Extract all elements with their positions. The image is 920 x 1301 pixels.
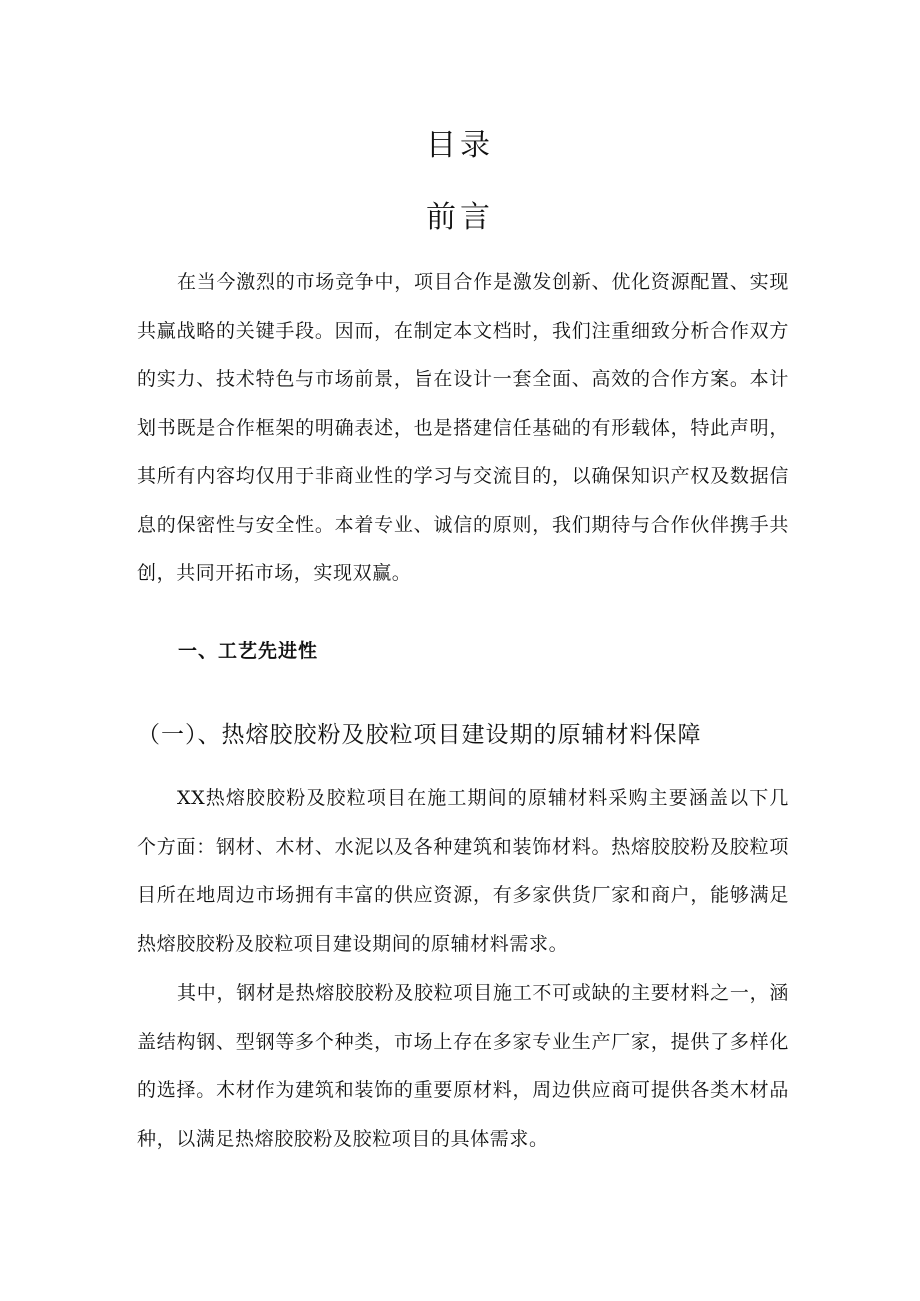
preface-title: 前言 [426, 200, 494, 235]
section-heading-process-advancement: 一、工艺先进性 [178, 640, 319, 662]
body-paragraph-materials-overview: XX热熔胶胶粉及胶粒项目在施工期间的原辅材料采购主要涵盖以下几个方面：钢材、木材、水泥以及各种建筑和装饰材料。热熔胶胶粉及胶粒项目所在地周边市场拥有丰富的供应资源，有多家供货厂家和商户，能够满足热熔胶胶粉及胶粒项目建设期间的原辅材料需求。 [137, 787, 789, 955]
body-paragraph-steel-and-wood: 其中，钢材是热熔胶胶粉及胶粒项目施工不可或缺的主要材料之一，涵盖结构钢、型钢等多个种类，市场上存在多家专业生产厂家，提供了多样化的选择。木材作为建筑和装饰的重要原材料，周边供应商可提供各类木材品种，以满足热熔胶胶粉及胶粒项目的具体需求。 [137, 982, 789, 1150]
preface-paragraph: 在当今激烈的市场竞争中，项目合作是激发创新、优化资源配置、实现共赢战略的关键手段。因而，在制定本文档时，我们注重细致分析合作双方的实力、技术特色与市场前景，旨在设计一套全面、高效的合作方案。本计划书既是合作框架的明确表述，也是搭建信任基础的有形载体，特此声明，其所有内容均仅用于非商业性的学习与交流目的，以确保知识产权及数据信息的保密性与安全性。本着专业、诚信的原则，我们期待与合作伙伴携手共创，共同开拓市场，实现双赢。 [137, 271, 789, 584]
subsection-heading-raw-materials: （一）、热熔胶胶粉及胶粒项目建设期的原辅材料保障 [137, 722, 702, 748]
toc-title: 目录 [426, 128, 494, 163]
